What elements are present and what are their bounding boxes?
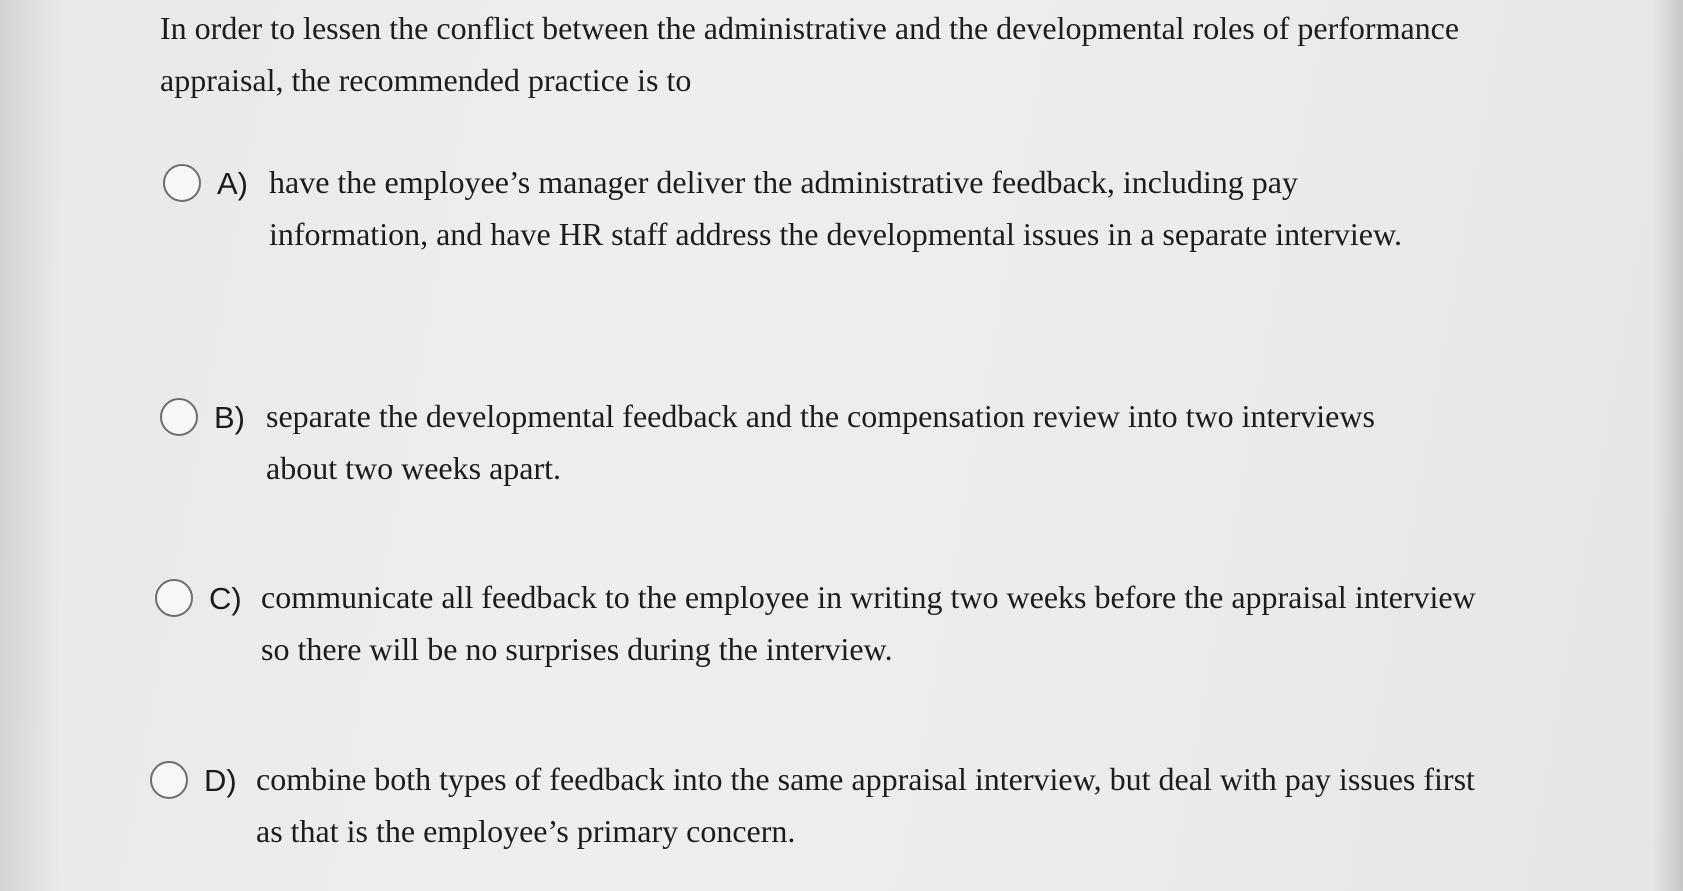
radio-button-b[interactable] [160,398,198,436]
option-text-b: separate the developmental feedback and the compensation review into two interviews about two weeks apart. [266,398,1375,486]
answer-option-d[interactable] [150,753,1486,857]
option-text-a: have the employee’s manager deliver the administrative feedback, including pay information, and have HR staff address the developmental issues in a separate interview. [269,164,1402,252]
option-text-c: communicate all feedback to the employee in writing two weeks before the appraisal interview so there will be no surprises during the interview. [261,579,1476,667]
option-letter-a: A) [217,166,248,201]
radio-button-c[interactable] [155,579,193,617]
option-text-d: combine both types of feedback into the same appraisal interview, but deal with pay issues first as that is the employee’s primary concern. [256,761,1475,849]
option-letter-c: C) [209,581,242,616]
answer-option-b[interactable] [160,390,1446,494]
radio-button-d[interactable] [150,761,188,799]
option-letter-d: D) [204,763,237,798]
question-text: In order to lessen the conflict between the administrative and the developmental roles of performance appraisal, the recommended practice is to [160,10,1460,98]
answer-option-c[interactable] [155,571,1491,675]
screen-edge-shadow-left [0,0,60,891]
option-letter-b: B) [214,400,245,435]
radio-button-a[interactable] [163,164,201,202]
screen-edge-shadow-right [1653,0,1683,891]
answer-option-a[interactable] [163,156,1449,260]
